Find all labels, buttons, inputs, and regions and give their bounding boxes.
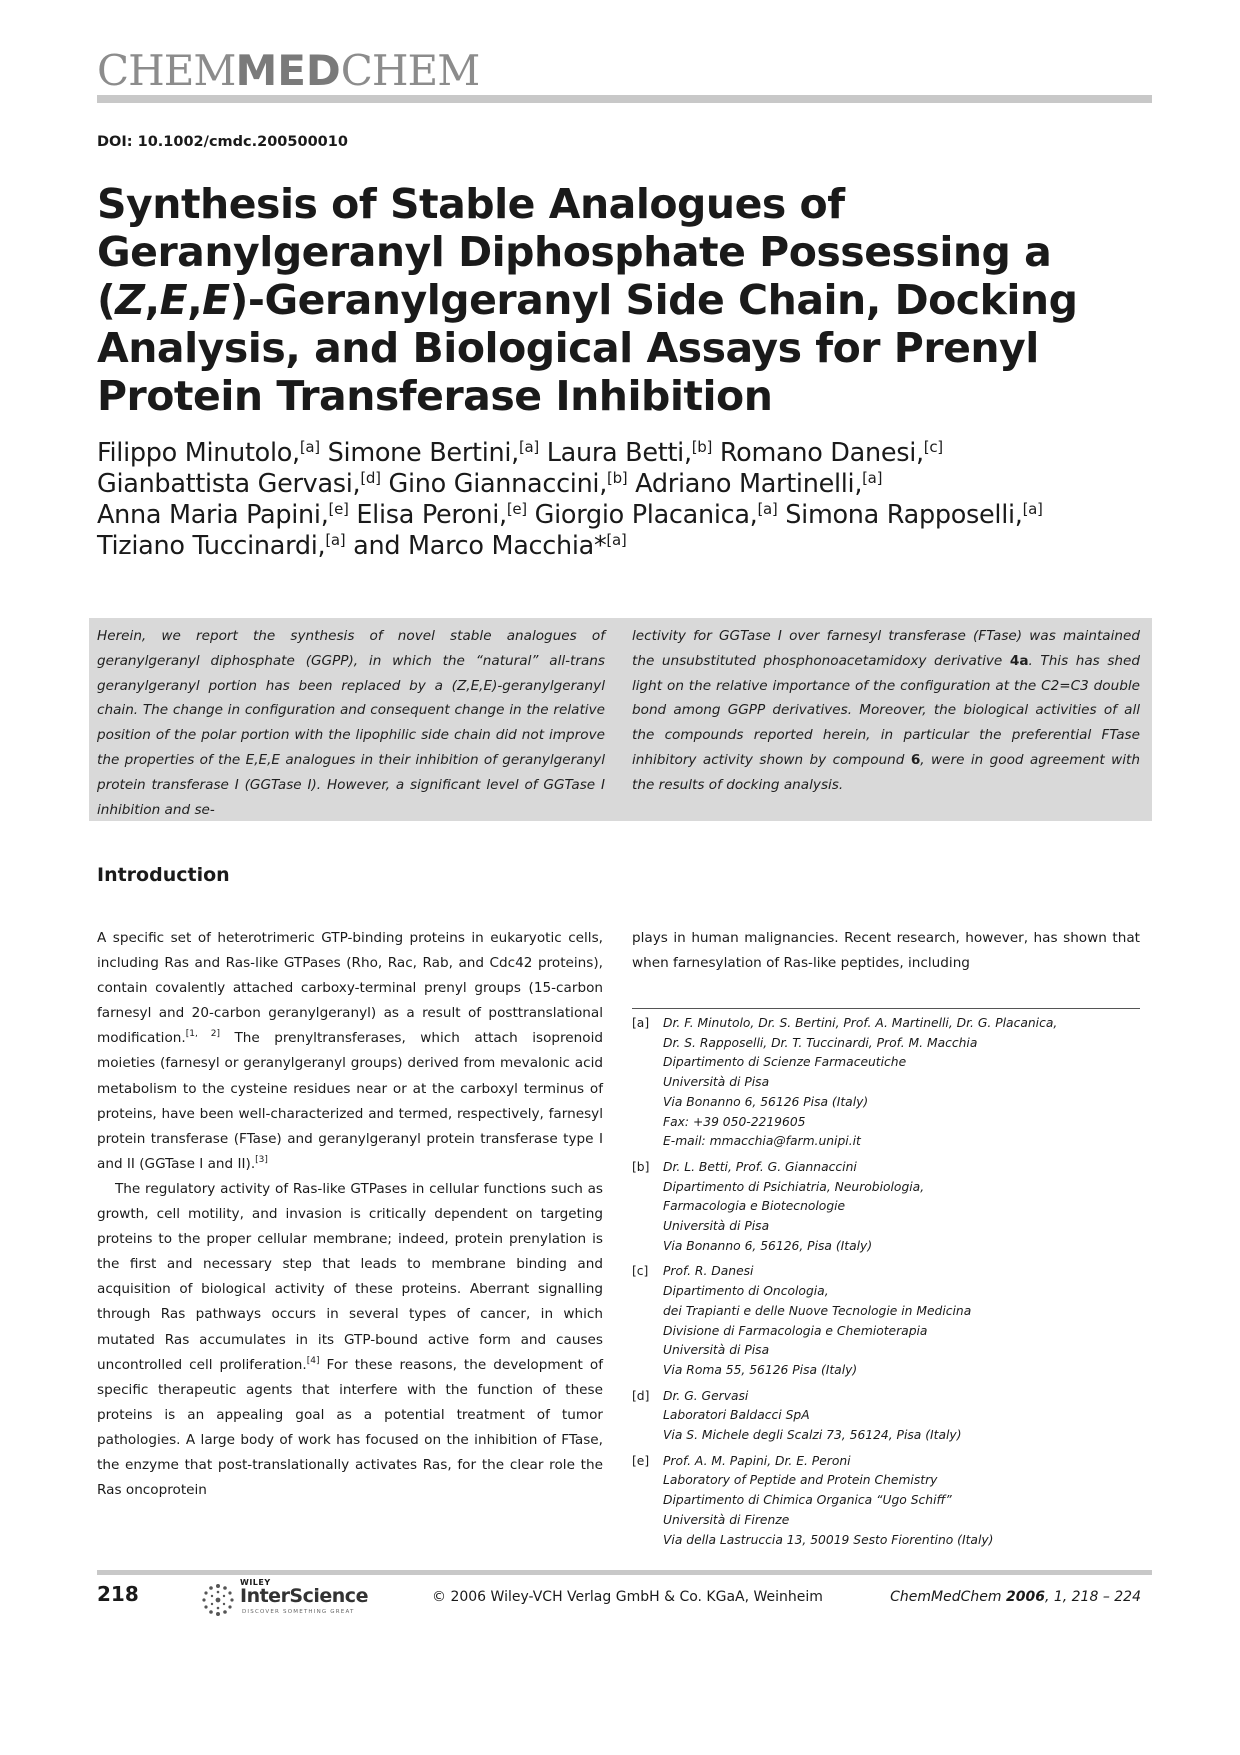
doi[interactable]: DOI: 10.1002/cmdc.200500010 xyxy=(97,134,348,150)
author-name[interactable]: Simona Rapposelli, xyxy=(785,500,1023,530)
author-line xyxy=(97,500,1157,531)
affiliation-line: Dr. L. Betti, Prof. G. Giannaccini xyxy=(663,1159,857,1174)
title-line: (Z,E,E)-Geranylgeranyl Side Chain, Docking xyxy=(97,276,1078,324)
affiliation-line: Fax: +39 050-2219605 xyxy=(663,1114,806,1129)
affiliation-marker[interactable]: [e] xyxy=(328,500,349,518)
affiliation-line: Dipartimento di Scienze Farmaceutiche xyxy=(663,1055,907,1070)
author-name[interactable]: Laura Betti, xyxy=(546,438,692,468)
author-name[interactable]: Anna Maria Papini, xyxy=(97,500,329,530)
journal-logo xyxy=(97,46,480,95)
affiliation-marker[interactable]: [a] xyxy=(862,469,883,487)
affiliation-label: [d] xyxy=(632,1388,650,1403)
affiliation-marker[interactable]: [b] xyxy=(607,469,628,487)
author-name[interactable]: Romano Danesi, xyxy=(719,438,924,468)
abstract-left-column: Herein, we report the synthesis of novel stable analogues of geranylgeranyl diphosphate (GGPP), in which the “natural” all-trans geranylgeranyl portion has been replaced by a (Z,E,E)-geranylgeranyl chain. The change in configuration and consequent change in the relative position of the polar portion with the lipophilic side chain did not improve the properties of the E,E,E analogues in their inhibition of geranylgeranyl protein transferase I (GGTase I). However, a significant level of GGTase I inhibition and se- xyxy=(97,628,605,818)
affiliation-line: Prof. R. Danesi xyxy=(663,1264,754,1279)
citation-volume-pages: , 1, 218 – 224 xyxy=(1044,1589,1141,1605)
logo-brand-text: InterScience xyxy=(240,1585,368,1607)
affiliation-footnote xyxy=(632,1014,1142,1152)
paragraph xyxy=(97,1177,603,1503)
journal-logo-part2: MED xyxy=(235,46,341,95)
author-line xyxy=(97,469,1157,500)
copyright: © 2006 Wiley-VCH Verlag GmbH & Co. KGaA, Weinheim xyxy=(432,1589,823,1605)
title-line: Synthesis of Stable Analogues of xyxy=(97,180,845,228)
author-name[interactable]: Simone Bertini, xyxy=(327,438,519,468)
author-name[interactable]: and Marco Macchia* xyxy=(353,531,607,561)
affiliation-line: Dr. F. Minutolo, Dr. S. Bertini, Prof. A. Martinelli, Dr. G. Placanica, xyxy=(663,1016,1058,1030)
footnote-rule xyxy=(632,1008,1140,1009)
affiliation-marker[interactable]: [a] xyxy=(757,500,778,518)
affiliation-marker[interactable]: [d] xyxy=(360,469,381,487)
reference-link[interactable]: [1, 2] xyxy=(185,1029,221,1040)
affiliation-line: Dr. G. Gervasi xyxy=(663,1388,749,1403)
affiliation-line: Prof. A. M. Papini, Dr. E. Peroni xyxy=(663,1453,851,1468)
affiliation-line: Divisione di Farmacologia e Chemioterapia xyxy=(663,1323,928,1338)
affiliation-marker[interactable]: [b] xyxy=(691,438,713,456)
compound-label: 6 xyxy=(910,751,921,768)
affiliation-label: [a] xyxy=(632,1016,650,1030)
affiliation-footnote xyxy=(632,1387,1142,1446)
body-left-column xyxy=(97,926,603,1503)
logo-wiley-text: WILEY xyxy=(240,1578,271,1587)
paragraph-text: For these reasons, the development of specific therapeutic agents that interfere with the function of these proteins is an appealing goal as a potential treatment of tumor pathologies. A large body of work has focused on the inhibition of FTase, the enzyme that post-translationally activates Ras, for the clear role the Ras oncoprotein xyxy=(97,1356,603,1499)
section-heading-introduction: Introduction xyxy=(97,864,230,886)
affiliation-line: Via Bonanno 6, 56126 Pisa (Italy) xyxy=(663,1094,869,1109)
paragraph-text: A specific set of heterotrimeric GTP-binding proteins in eukaryotic cells, including Ras and Ras-like GTPases (Rho, Rac, Rab, and Cdc42 proteins), contain covalently attached carboxy-terminal prenyl groups (15-carbon farnesyl and 20-carbon geranylgeranyl) as a result of posttranslational modification. xyxy=(97,930,603,1047)
affiliation-line: Via S. Michele degli Scalzi 73, 56124, Pisa (Italy) xyxy=(663,1428,962,1443)
paragraph xyxy=(97,926,603,1177)
logo-tagline: DISCOVER SOMETHING GREAT xyxy=(242,1609,355,1615)
author-list xyxy=(97,438,1157,562)
affiliation-line: Università di Pisa xyxy=(663,1219,770,1234)
body-right-column: plays in human malignancies. Recent research, however, has shown that when farnesylation of Ras-like peptides, including xyxy=(632,930,1140,972)
abstract-right-column xyxy=(632,624,1140,798)
paragraph-text: The prenyltransferases, which attach isoprenoid moieties (farnesyl or geranylgeranyl groups) derived from mevalonic acid metabolism to the cysteine residues near or at the carboxyl terminus of proteins, have been well-characterized and termed, respectively, farnesyl protein transferase (FTase) and geranylgeranyl protein transferase type I and II (GGTase I and II). xyxy=(97,1030,604,1172)
citation-journal: ChemMedChem xyxy=(890,1589,1006,1605)
affiliation-line: Laboratori Baldacci SpA xyxy=(663,1408,810,1423)
affiliation-line: Dipartimento di Psichiatria, Neurobiologia, xyxy=(663,1179,925,1194)
author-name[interactable]: Elisa Peroni, xyxy=(356,500,507,530)
author-name[interactable]: Adriano Martinelli, xyxy=(635,469,863,499)
affiliation-line: Farmacologia e Biotecnologie xyxy=(663,1199,846,1214)
citation xyxy=(890,1589,1141,1605)
title-line: Protein Transferase Inhibition xyxy=(97,372,773,420)
reference-link[interactable]: [4] xyxy=(306,1355,320,1366)
title-line: Analysis, and Biological Assays for Prenyl xyxy=(97,324,1039,372)
affiliation-line: dei Trapianti e delle Nuove Tecnologie in Medicina xyxy=(663,1303,972,1318)
affiliation-footnote xyxy=(632,1262,1142,1380)
abstract-text: , were in good agreement with the results of docking analysis. xyxy=(632,751,1140,793)
affiliation-marker[interactable]: [a] xyxy=(325,531,346,549)
affiliation-marker[interactable]: [e] xyxy=(506,500,527,518)
compound-label: 4a xyxy=(1009,652,1029,669)
email-link[interactable]: E-mail: mmacchia@farm.unipi.it xyxy=(663,1134,861,1149)
affiliation-label: [e] xyxy=(632,1453,650,1468)
affiliation-line: Università di Pisa xyxy=(663,1343,770,1358)
citation-year: 2006 xyxy=(1005,1589,1045,1605)
author-name[interactable]: Filippo Minutolo, xyxy=(97,438,300,468)
author-name[interactable]: Gino Giannaccini, xyxy=(388,469,608,499)
affiliation-marker[interactable]: [a] xyxy=(1022,500,1043,518)
affiliation-marker[interactable]: [a] xyxy=(299,438,320,456)
affiliation-line: Via Bonanno 6, 56126, Pisa (Italy) xyxy=(663,1238,873,1253)
affiliation-label: [c] xyxy=(632,1264,649,1279)
affiliation-line: Via Roma 55, 56126 Pisa (Italy) xyxy=(663,1362,858,1377)
author-name[interactable]: Giorgio Placanica, xyxy=(534,500,758,530)
affiliation-line: Dipartimento di Oncologia, xyxy=(663,1284,829,1299)
footer-rule xyxy=(97,1570,1152,1575)
page-number: 218 xyxy=(97,1582,139,1606)
affiliation-line: Dipartimento di Chimica Organica “Ugo Schiff” xyxy=(663,1493,952,1508)
affiliation-line: Dr. S. Rapposelli, Dr. T. Tuccinardi, Prof. M. Macchia xyxy=(663,1035,978,1050)
journal-logo-part3: CHEM xyxy=(340,46,480,95)
affiliation-line: Università di Firenze xyxy=(663,1512,790,1527)
affiliation-line: Università di Pisa xyxy=(663,1075,770,1090)
header-rule xyxy=(97,95,1152,103)
affiliation-line: Via della Lastruccia 13, 50019 Sesto Fiorentino (Italy) xyxy=(663,1532,994,1547)
reference-link[interactable]: [3] xyxy=(255,1154,268,1165)
author-line xyxy=(97,531,1157,562)
affiliation-marker[interactable]: [a] xyxy=(606,531,627,549)
starburst-icon xyxy=(200,1582,236,1618)
affiliation-marker[interactable]: [a] xyxy=(518,438,539,456)
author-line xyxy=(97,438,1157,469)
affiliation-marker[interactable]: [c] xyxy=(923,438,943,456)
author-name[interactable]: Gianbattista Gervasi, xyxy=(97,469,361,499)
affiliation-footnote xyxy=(632,1158,1142,1257)
author-name[interactable]: Tiziano Tuccinardi, xyxy=(97,531,326,561)
affiliation-footnotes xyxy=(632,1014,1142,1556)
journal-logo-part1: CHEM xyxy=(97,46,236,95)
abstract-text: lectivity for GGTase I over farnesyl transferase (FTase) was maintained the unsubstituted phosphonoacetamidoxy derivative xyxy=(632,628,1140,669)
abstract-text: . This has shed light on the relative importance of the configuration at the C2=C3 double bond among GGPP derivatives. Moreover, the biological activities of all the compounds reported herein, in particular the preferential FTase inhibitory activity shown by compound xyxy=(632,652,1141,768)
affiliation-footnote xyxy=(632,1452,1142,1551)
paragraph-text: The regulatory activity of Ras-like GTPases in cellular functions such as growth, cell motility, and invasion is critically dependent on targeting proteins to the proper cellular membrane; indeed, protein prenylation is the first and necessary step that leads to membrane binding and acquisition of biological activity of these proteins. Aberrant signalling through Ras pathways occurs in several types of cancer, in which mutated Ras accumulates in its GTP-bound active form and causes uncontrolled cell proliferation. xyxy=(97,1180,603,1373)
affiliation-line: Laboratory of Peptide and Protein Chemistry xyxy=(663,1473,938,1488)
title-line: Geranylgeranyl Diphosphate Possessing a xyxy=(97,228,1052,276)
article-title xyxy=(97,180,1157,420)
affiliation-label: [b] xyxy=(632,1159,650,1174)
interscience-logo[interactable] xyxy=(200,1578,370,1618)
